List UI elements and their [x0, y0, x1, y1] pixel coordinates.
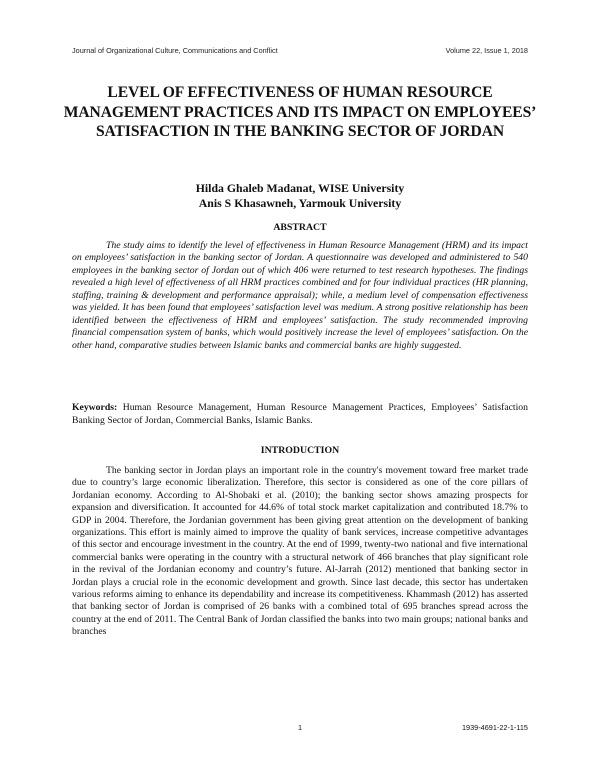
paper-title: LEVEL OF EFFECTIVENESS OF HUMAN RESOURCE MANAGEMENT PRACTICES AND ITS IMPACT ON EMPLOYEES’ SATISFACTION IN THE BANKING SECTOR OF JORDAN: [63, 84, 537, 141]
introduction-text: The banking sector in Jordan plays an important role in the country's movement toward free market trade due to country’s large economic liberalization. Therefore, this sector is considered as one of the core pillars of Jordanian economy. According to Al-Shobaki et al. (2010); the banking sector shows amazing prospects for expansion and diversification. It accounted for 44.6% of total stock market capitalization and contributed 18.7% to GDP in 2004. Therefore, the Jordanian government has been giving great attention on the development of banking organizations. This effort is mainly aimed to improve the quality of bank services, increase competitive advantages of this sector and encourage investment in the country. At the end of 1999, twenty-two national and five international commercial banks were operating in the country with a structural network of 466 branches that play significant role in the revival of the Jordanian economy and country’s future. Al-Jarrah (2012) mentioned that banking sector in Jordan plays a crucial role in the economic development and growth. Since last decade, this sector has undertaken various reforms aiming to enhance its dependability and increase its competitiveness. Khammash (2012) has asserted that banking sector of Jordan is comprised of 26 banks with a combined total of 695 branches spread across the country at the end of 2011. The Central Bank of Jordan classified the banks into two main groups; national banks and branches: [72, 465, 528, 638]
keywords: [72, 402, 528, 427]
volume-issue: Volume 22, Issue 1, 2018: [445, 46, 528, 55]
author-2: Anis S Khasawneh, Yarmouk University: [198, 196, 402, 210]
keywords-text: Human Resource Management, Human Resource Management Practices, Employees’ Satisfaction Banking Sector of Jordan, Commercial Banks, Islamic Banks.: [72, 402, 528, 426]
introduction-heading: INTRODUCTION: [260, 445, 340, 456]
page-number: 1: [297, 723, 303, 732]
author-1: Hilda Ghaleb Madanat, WISE University: [195, 181, 405, 195]
abstract-heading: ABSTRACT: [273, 222, 327, 233]
keywords-label: Keywords:: [72, 402, 118, 413]
issn: 1939-4691-22-1-115: [462, 723, 528, 732]
author-list: [72, 181, 528, 211]
journal-name: Journal of Organizational Culture, Communications and Conflict: [72, 46, 278, 55]
abstract-text: The study aims to identify the level of effectiveness in Human Resource Management (HRM) and its impact on employees’ satisfaction in the banking sector of Jordan. A questionnaire was developed and administered to 540 employees in the banking sector of Jordan out of which 406 were returned to test research hypotheses. The findings revealed a high level of effectiveness of all HRM practices combined and for four individual practices (HR planning, staffing, training & development and performance appraisal); while, a medium level of compensation effectiveness was yielded. It has been found that employees’ satisfaction level was medium. A strong positive relationship has been identified between the effectiveness of HRM and employees’ satisfaction. The study recommended improving financial compensation system of banks, which would positively increase the level of employees’ satisfaction. On the other hand, comparative studies between Islamic banks and commercial banks are highly suggested.: [72, 240, 528, 351]
